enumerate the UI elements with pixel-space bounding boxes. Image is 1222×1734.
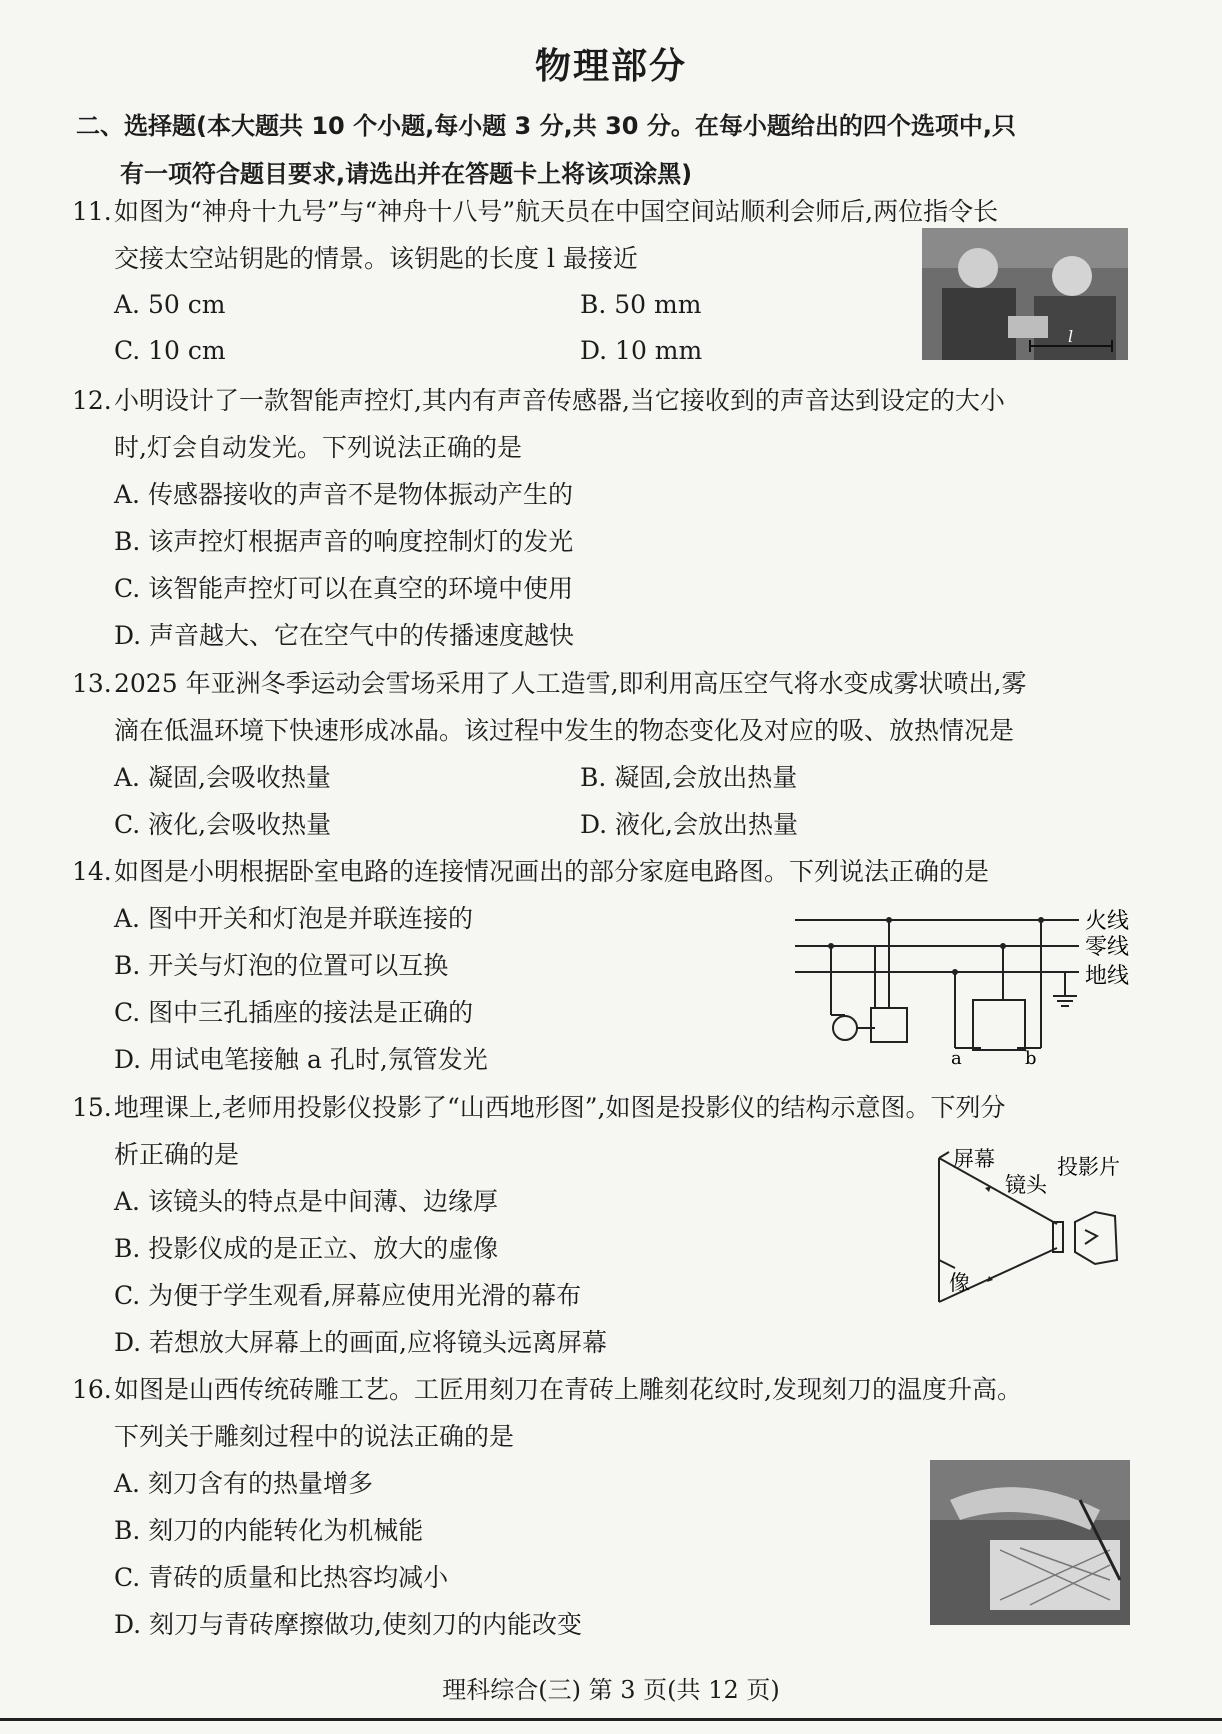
q15-option-b[interactable]: B. 投影仪成的是正立、放大的虚像 bbox=[114, 1234, 499, 1263]
astronauts-key-photo bbox=[922, 228, 1128, 360]
socket-hole-b-label: b bbox=[1025, 1048, 1037, 1069]
question-15-stem: 15.地理课上,老师用投影仪投影了“山西地形图”,如图是投影仪的结构示意图。下列分 bbox=[72, 1093, 1006, 1122]
q11-option-c[interactable]: C. 10 cm bbox=[114, 336, 226, 365]
q12-option-b[interactable]: B. 该声控灯根据声音的响度控制灯的发光 bbox=[114, 527, 574, 556]
live-wire-label: 火线 bbox=[1085, 909, 1130, 934]
question-14-stem: 14.如图是小明根据卧室电路的连接情况画出的部分家庭电路图。下列说法正确的是 bbox=[72, 857, 990, 886]
q14-option-b[interactable]: B. 开关与灯泡的位置可以互换 bbox=[114, 951, 449, 980]
q13-option-d[interactable]: D. 液化,会放出热量 bbox=[580, 810, 798, 839]
question-16-stem: 16.如图是山西传统砖雕工艺。工匠用刻刀在青砖上雕刻花纹时,发现刻刀的温度升高。 bbox=[72, 1375, 1022, 1404]
projector-diagram bbox=[925, 1140, 1145, 1310]
socket-hole-a-label: a bbox=[951, 1048, 962, 1069]
household-circuit-diagram bbox=[795, 900, 1140, 1075]
question-13-stem-line2: 滴在低温环境下快速形成冰晶。该过程中发生的物态变化及对应的吸、放热情况是 bbox=[114, 716, 1015, 745]
bottom-rule bbox=[0, 1718, 1222, 1721]
q11-option-a[interactable]: A. 50 cm bbox=[114, 290, 226, 319]
question-12-stem: 12.小明设计了一款智能声控灯,其内有声音传感器,当它接收到的声音达到设定的大小 bbox=[72, 386, 1005, 415]
slide-label: 投影片 bbox=[1057, 1155, 1120, 1179]
ground-wire-label: 地线 bbox=[1085, 964, 1130, 989]
section-header-line1: 二、选择题(本大题共 10 个小题,每小题 3 分,共 30 分。在每小题给出的四个选项中,只 bbox=[76, 112, 1016, 140]
page-footer: 理科综合(三) 第 3 页(共 12 页) bbox=[442, 1676, 780, 1704]
q14-option-c[interactable]: C. 图中三孔插座的接法是正确的 bbox=[114, 998, 474, 1027]
image-label: 像 bbox=[949, 1271, 970, 1295]
q16-option-b[interactable]: B. 刻刀的内能转化为机械能 bbox=[114, 1516, 424, 1545]
question-16-stem-line2: 下列关于雕刻过程中的说法正确的是 bbox=[114, 1422, 515, 1451]
neutral-wire-label: 零线 bbox=[1085, 935, 1130, 960]
q11-option-d[interactable]: D. 10 mm bbox=[580, 336, 703, 365]
question-15-stem-line2: 析正确的是 bbox=[114, 1140, 240, 1169]
screen-label: 屏幕 bbox=[953, 1147, 995, 1171]
q11-option-b[interactable]: B. 50 mm bbox=[580, 290, 702, 319]
q15-option-d[interactable]: D. 若想放大屏幕上的画面,应将镜头远离屏幕 bbox=[114, 1328, 607, 1357]
q13-option-c[interactable]: C. 液化,会吸收热量 bbox=[114, 810, 332, 839]
question-11-stem-line2: 交接太空站钥匙的情景。该钥匙的长度 l 最接近 bbox=[114, 244, 638, 273]
question-13-stem: 13.2025 年亚洲冬季运动会雪场采用了人工造雪,即利用高压空气将水变成雾状喷出,雾 bbox=[72, 669, 1027, 698]
q14-option-a[interactable]: A. 图中开关和灯泡是并联连接的 bbox=[114, 904, 473, 933]
q16-option-d[interactable]: D. 刻刀与青砖摩擦做功,使刻刀的内能改变 bbox=[114, 1610, 582, 1639]
section-header-line2: 有一项符合题目要求,请选出并在答题卡上将该项涂黑) bbox=[120, 160, 693, 188]
section-header bbox=[76, 102, 1136, 198]
q12-option-d[interactable]: D. 声音越大、它在空气中的传播速度越快 bbox=[114, 621, 575, 650]
question-11-stem: 11.如图为“神舟十九号”与“神舟十八号”航天员在中国空间站顺利会师后,两位指令长 bbox=[72, 197, 999, 226]
brick-carving-photo bbox=[930, 1460, 1130, 1625]
q13-option-b[interactable]: B. 凝固,会放出热量 bbox=[580, 763, 798, 792]
lens-label: 镜头 bbox=[1005, 1173, 1047, 1197]
page-title: 物理部分 bbox=[534, 46, 687, 87]
q16-option-a[interactable]: A. 刻刀含有的热量增多 bbox=[114, 1469, 373, 1498]
q16-option-c[interactable]: C. 青砖的质量和比热容均减小 bbox=[114, 1563, 449, 1592]
q13-option-a[interactable]: A. 凝固,会吸收热量 bbox=[114, 763, 331, 792]
q14-option-d[interactable]: D. 用试电笔接触 a 孔时,氖管发光 bbox=[114, 1045, 488, 1074]
q15-option-c[interactable]: C. 为便于学生观看,屏幕应使用光滑的幕布 bbox=[114, 1281, 582, 1310]
key-length-label: l bbox=[1068, 327, 1074, 346]
q15-option-a[interactable]: A. 该镜头的特点是中间薄、边缘厚 bbox=[114, 1187, 498, 1216]
q12-option-c[interactable]: C. 该智能声控灯可以在真空的环境中使用 bbox=[114, 574, 574, 603]
question-12-stem-line2: 时,灯会自动发光。下列说法正确的是 bbox=[114, 433, 522, 462]
q12-option-a[interactable]: A. 传感器接收的声音不是物体振动产生的 bbox=[114, 480, 573, 509]
